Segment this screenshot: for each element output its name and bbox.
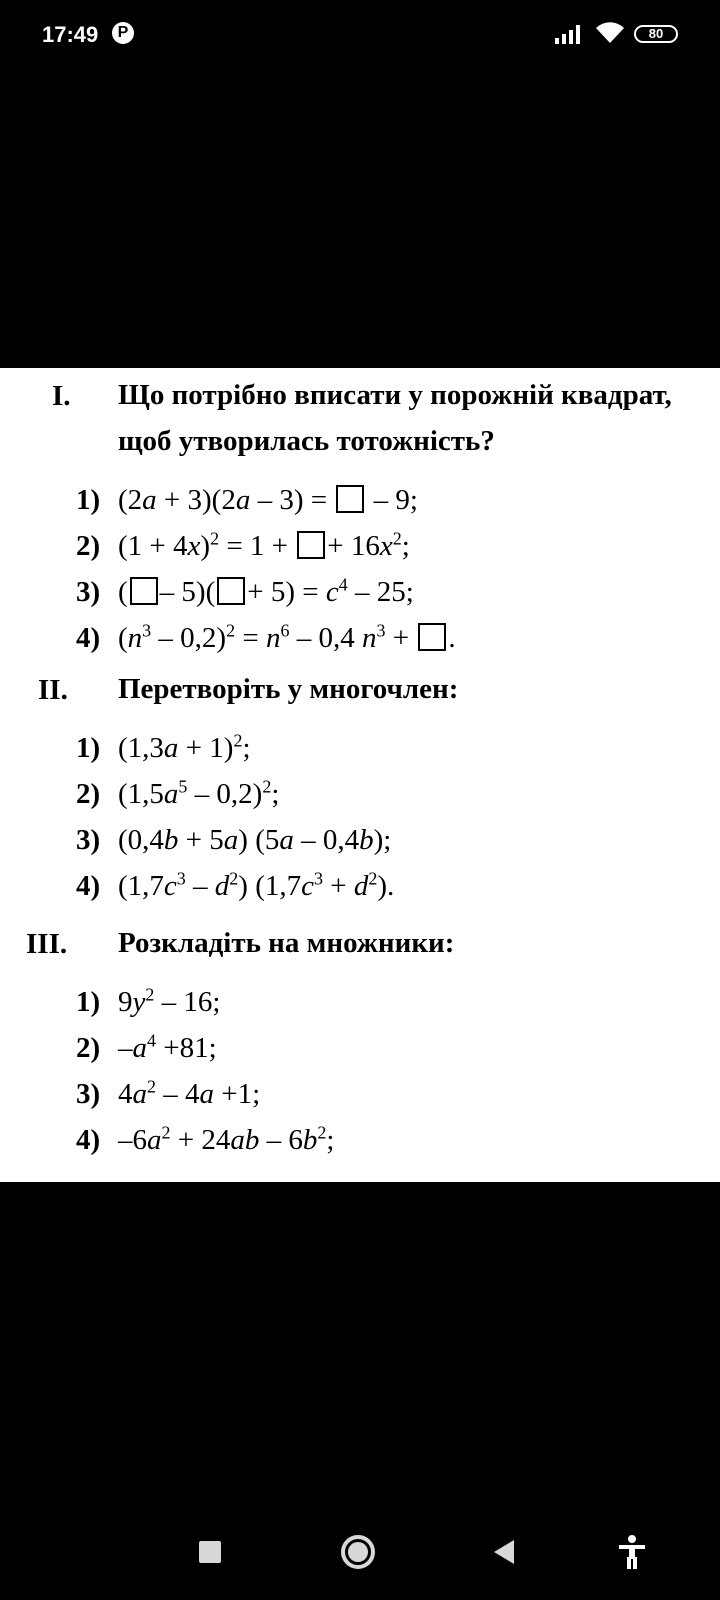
section-title: Розкладіть на множники: [118, 927, 455, 959]
expression: $(1,5a^5 - 0,2)^2$; [118, 776, 280, 810]
item-number: 2) [76, 1032, 101, 1064]
item-number: 4) [76, 870, 101, 902]
section-title: Що потрібно вписати у порожній квадрат, щоб утворилась тотожність? [118, 379, 672, 457]
item-number: 3) [76, 576, 101, 608]
blank-box [336, 485, 364, 513]
clock: 17:49 [42, 22, 99, 47]
expression: $(1,3a + 1)^2$; [118, 730, 251, 764]
blank-box [297, 531, 325, 559]
square-icon[interactable] [190, 1532, 230, 1572]
item-number: 2) [76, 778, 101, 810]
section-number: I. [52, 380, 71, 412]
accessibility-icon[interactable] [612, 1532, 652, 1572]
expression: $-a^4 +81$; [118, 1030, 217, 1064]
expression: $(n^3 - 0,2)^2 = n^6 - 0,4$ $n^3$ + . [118, 620, 456, 654]
item-number: 1) [76, 484, 101, 516]
navigation-bar [0, 1510, 720, 1600]
item-number: 4) [76, 1124, 101, 1156]
expression: $(1,7c^3 - d^2) (1,7c^3 + d^2)$. [118, 868, 395, 902]
item-number: 3) [76, 1078, 101, 1110]
triangle-icon[interactable] [484, 1532, 524, 1572]
worksheet [0, 368, 720, 1182]
section-title: Перетворіть у многочлен: [118, 673, 459, 705]
expression: (2a + 3)(2a – 3) = – 9; [118, 484, 418, 516]
pinterest-icon: P [112, 22, 134, 44]
wifi-icon [596, 22, 624, 44]
item-number: 1) [76, 732, 101, 764]
expression: $(1 + 4x)^2 = 1$ + + $16x^2$; [118, 528, 410, 562]
section-number: II. [38, 674, 68, 706]
battery-icon: 80 [634, 25, 678, 43]
blank-box [130, 577, 158, 605]
expression: $9y^2 - 16$; [118, 984, 221, 1018]
circle-icon[interactable] [338, 1532, 378, 1572]
status-bar [0, 0, 720, 70]
signal-icon [555, 24, 585, 44]
item-number: 2) [76, 530, 101, 562]
item-number: 4) [76, 622, 101, 654]
expression: ( – $5)( + 5) = c^4 - 25$; [118, 574, 414, 608]
blank-box [418, 623, 446, 651]
blank-box [217, 577, 245, 605]
item-number: 1) [76, 986, 101, 1018]
section-number: III. [26, 928, 68, 960]
expression: $4a^2 - 4a +1$; [118, 1076, 261, 1110]
item-number: 3) [76, 824, 101, 856]
expression: $-6a^2 + 24ab - 6b^2$; [118, 1122, 335, 1156]
expression: (0,4b + 5a) (5a – 0,4b); [118, 824, 392, 856]
